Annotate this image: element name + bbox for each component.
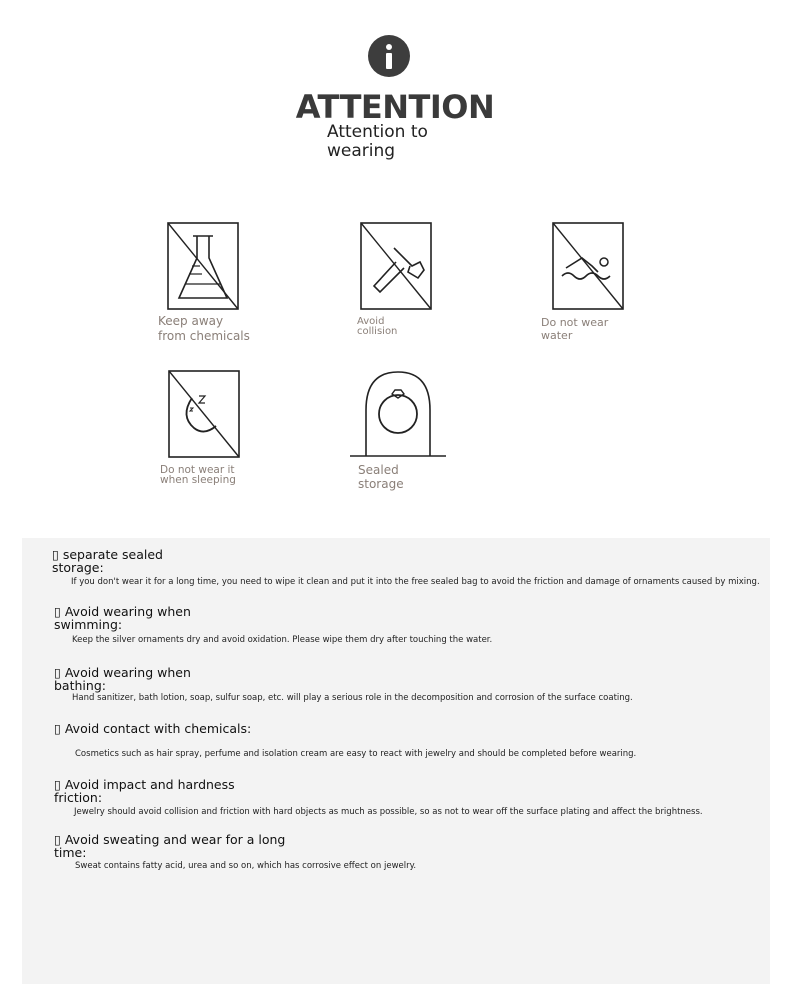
- note-body: Keep the silver ornaments dry and avoid oxidation. Please wipe them dry after touching the water.: [72, 635, 493, 645]
- note-body: Sweat contains fatty acid, urea and so on, which has corrosive effect on jewelry.: [75, 861, 417, 871]
- sealed-storage-icon: [350, 370, 448, 458]
- icon-label-sleeping: Do not wear it when sleeping: [160, 464, 236, 486]
- note-chemicals: [22, 722, 770, 760]
- info-icon: [368, 35, 410, 77]
- note-title: ▯ Avoid wearing when bathing:: [54, 665, 191, 693]
- collision-prohibited-icon: [360, 222, 432, 310]
- icon-label-water: Do not wear water: [541, 316, 609, 342]
- icon-label-storage: Sealed storage: [358, 463, 404, 491]
- swimming-prohibited-icon: [552, 222, 624, 310]
- note-title: ▯ Avoid impact and hardness friction:: [54, 777, 235, 805]
- icon-label-collision: Avoid collision: [357, 316, 398, 337]
- note-title: ▯ Avoid contact with chemicals:: [54, 721, 252, 736]
- chemicals-prohibited-icon: [167, 222, 239, 310]
- note-body: Hand sanitizer, bath lotion, soap, sulfur soap, etc. will play a serious role in the decomposition and corrosion of the surface coating.: [72, 693, 633, 703]
- sleeping-prohibited-icon: [168, 370, 240, 458]
- note-impact: [22, 778, 770, 818]
- icon-label-chemicals: Keep away from chemicals: [158, 314, 250, 343]
- care-notes-panel: [22, 538, 770, 984]
- note-body: Cosmetics such as hair spray, perfume and isolation cream are easy to react with jewelry and should be completed before wearing.: [75, 749, 637, 759]
- note-title: ▯ separate sealed storage:: [52, 547, 163, 575]
- note-swimming: [22, 605, 770, 646]
- note-body: If you don't wear it for a long time, you need to wipe it clean and put it into the free sealed bag to avoid the friction and damage of ornaments caused by mixing.: [71, 577, 760, 587]
- note-sweating: [22, 833, 770, 872]
- note-title: ▯ Avoid wearing when swimming:: [54, 604, 191, 632]
- note-title: ▯ Avoid sweating and wear for a long time:: [54, 832, 286, 860]
- page-title: ATTENTION: [295, 88, 495, 126]
- page-subtitle: Attention to wearing: [327, 122, 428, 161]
- note-sealed-storage: [22, 548, 770, 588]
- note-body: Jewelry should avoid collision and friction with hard objects as much as possible, so as not to wear off the surface plating and affect the brightness.: [74, 807, 703, 817]
- note-bathing: [22, 666, 770, 704]
